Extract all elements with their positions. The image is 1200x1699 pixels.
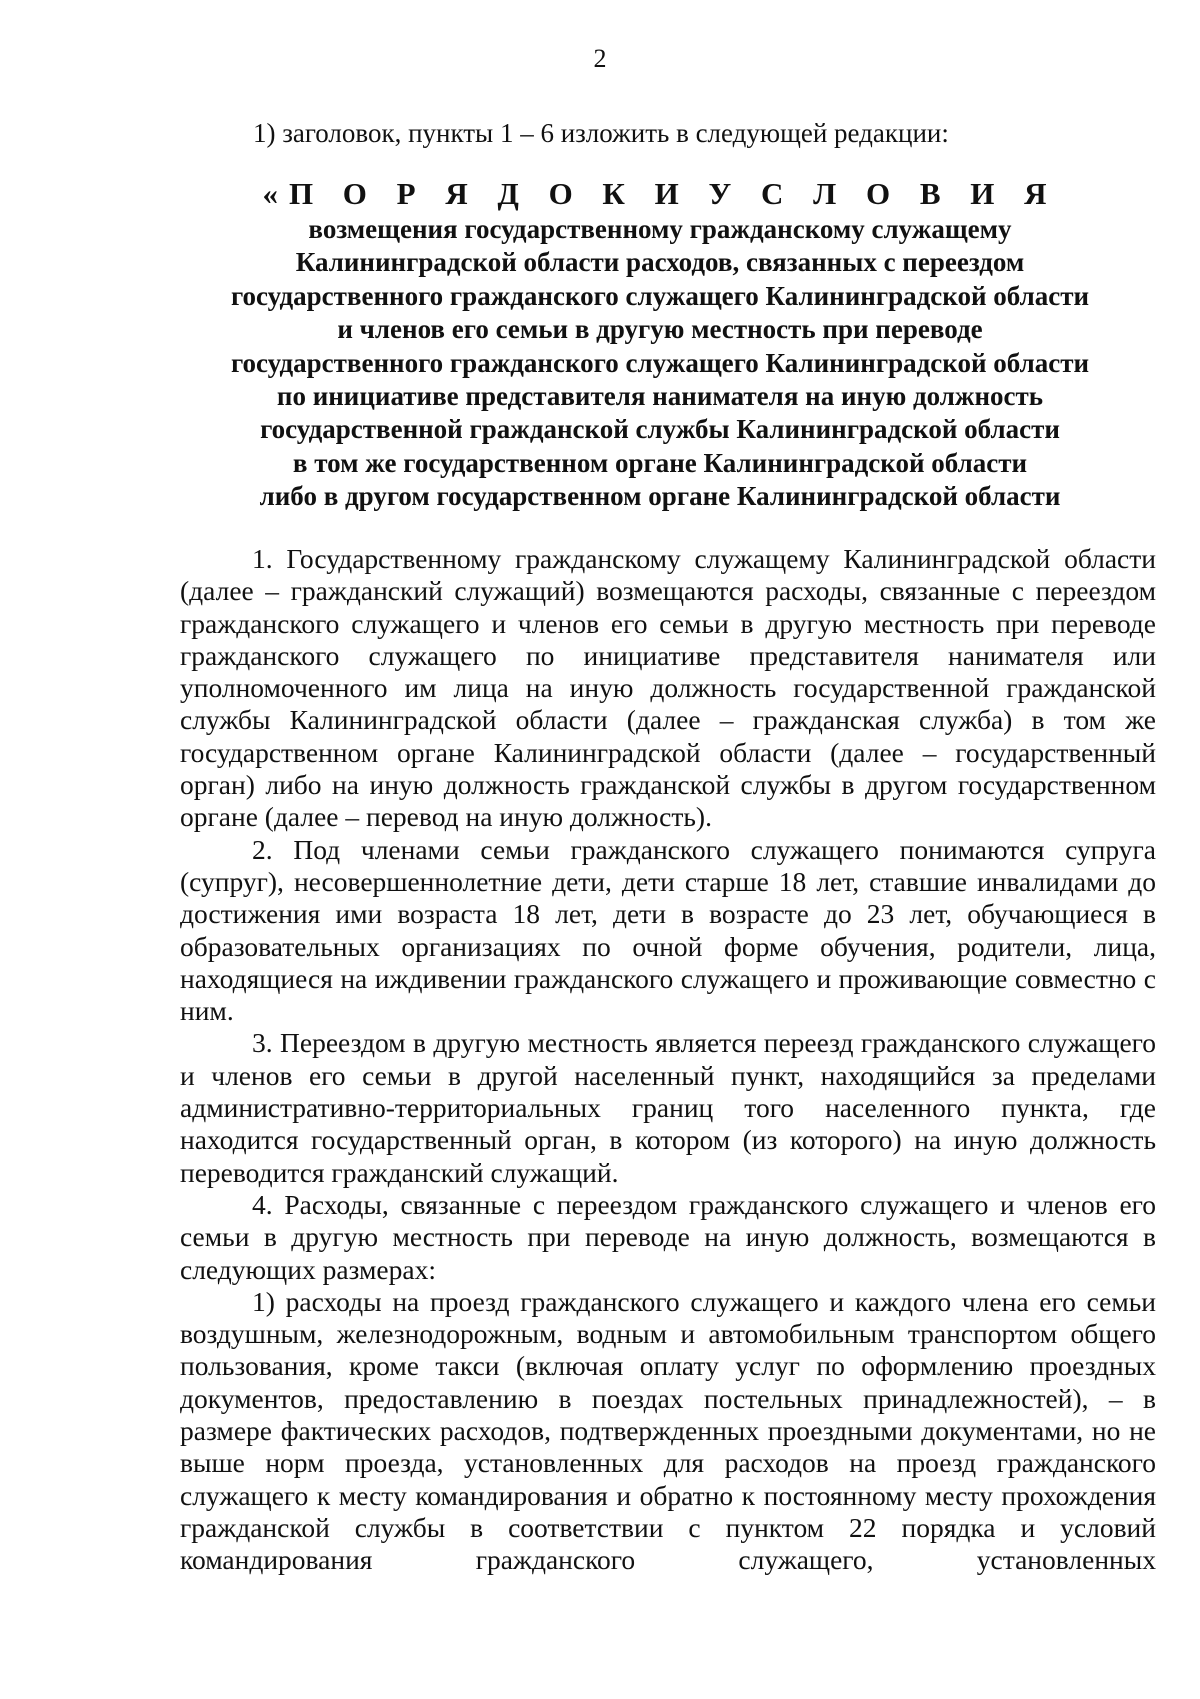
paragraph-1: 1. Государственному гражданскому служащему Калининградской области (далее – гражданский служащий) возмещаются расходы, связанные с переездом гражданского служащего и членов его семьи в другую местность при переводе гражданского служащего по инициативе представителя нанимателя или уполномоченного им лица на иную должность государственной гражданской службы Калининградской области (далее – гражданская служба) в том же государственном органе Калининградской области (далее – государственный орган) либо на иную должность гражданской службы в другом государственном органе (далее – перевод на иную должность).: [180, 543, 1156, 833]
document-title: [180, 176, 1140, 514]
title-line: в том же государственном органе Калининградской области: [292, 447, 1028, 478]
document-body: [180, 543, 1156, 1577]
page-number: 2: [593, 44, 607, 73]
title-line: по инициативе представителя нанимателя на иную должность: [276, 381, 1044, 412]
title-line: либо в другом государственном органе Калининградской области: [259, 481, 1061, 512]
title-line: государственного гражданского служащего Калининградской области: [230, 347, 1090, 378]
title-line: возмещения государственному гражданскому служащему: [308, 214, 1012, 244]
title-line: государственной гражданской службы Калининградской области: [260, 414, 1060, 445]
title-line: Калининградской области расходов, связанных с переездом: [295, 247, 1025, 278]
title-main: «П О Р Я Д О К И У С Л О В И Я: [262, 176, 1058, 211]
paragraph-4-1: 1) расходы на проезд гражданского служащего и каждого члена его семьи воздушным, железнодорожным, водным и автомобильным транспортом общего пользования, кроме такси (включая оплату услуг по оформлению проездных документов, предоставлению в поездах постельных принадлежностей), – в размере фактических расходов, подтвержденных проездными документами, но не выше норм проезда, установленных для расходов на проезд гражданского служащего к месту командирования и обратно к постоянному месту прохождения гражданской службы в соответствии с пунктом 22 порядка и условий командирования гражданского служащего, установленных: [180, 1285, 1156, 1576]
title-line: государственного гражданского служащего Калининградской области: [230, 280, 1090, 311]
paragraph-2: 2. Под членами семьи гражданского служащего понимаются супруга (супруг), несовершеннолетние дети, дети старше 18 лет, ставшие инвалидами до достижения ими возраста 18 лет, дети в возрасте до 23 лет, обучающиеся в образовательных организациях по очной форме обучения, родители, лица, находящиеся на иждивении гражданского служащего и проживающие совместно с ним.: [180, 833, 1156, 1027]
paragraph-3: 3. Переездом в другую местность является переезд гражданского служащего и членов его семьи в другой населенный пункт, находящийся за пределами административно-территориальных границ того населенного пункта, где находится государственный орган, в котором (из которого) на иную должность переводится гражданский служащий.: [180, 1027, 1156, 1188]
paragraph-4: 4. Расходы, связанные с переездом гражданского служащего и членов его семьи в другую местность при переводе на иную должность, возмещаются в следующих размерах:: [180, 1188, 1156, 1285]
title-line: и членов его семьи в другую местность при переводе: [337, 314, 983, 345]
intro-text: 1) заголовок, пункты 1 – 6 изложить в следующей редакции:: [253, 118, 949, 148]
